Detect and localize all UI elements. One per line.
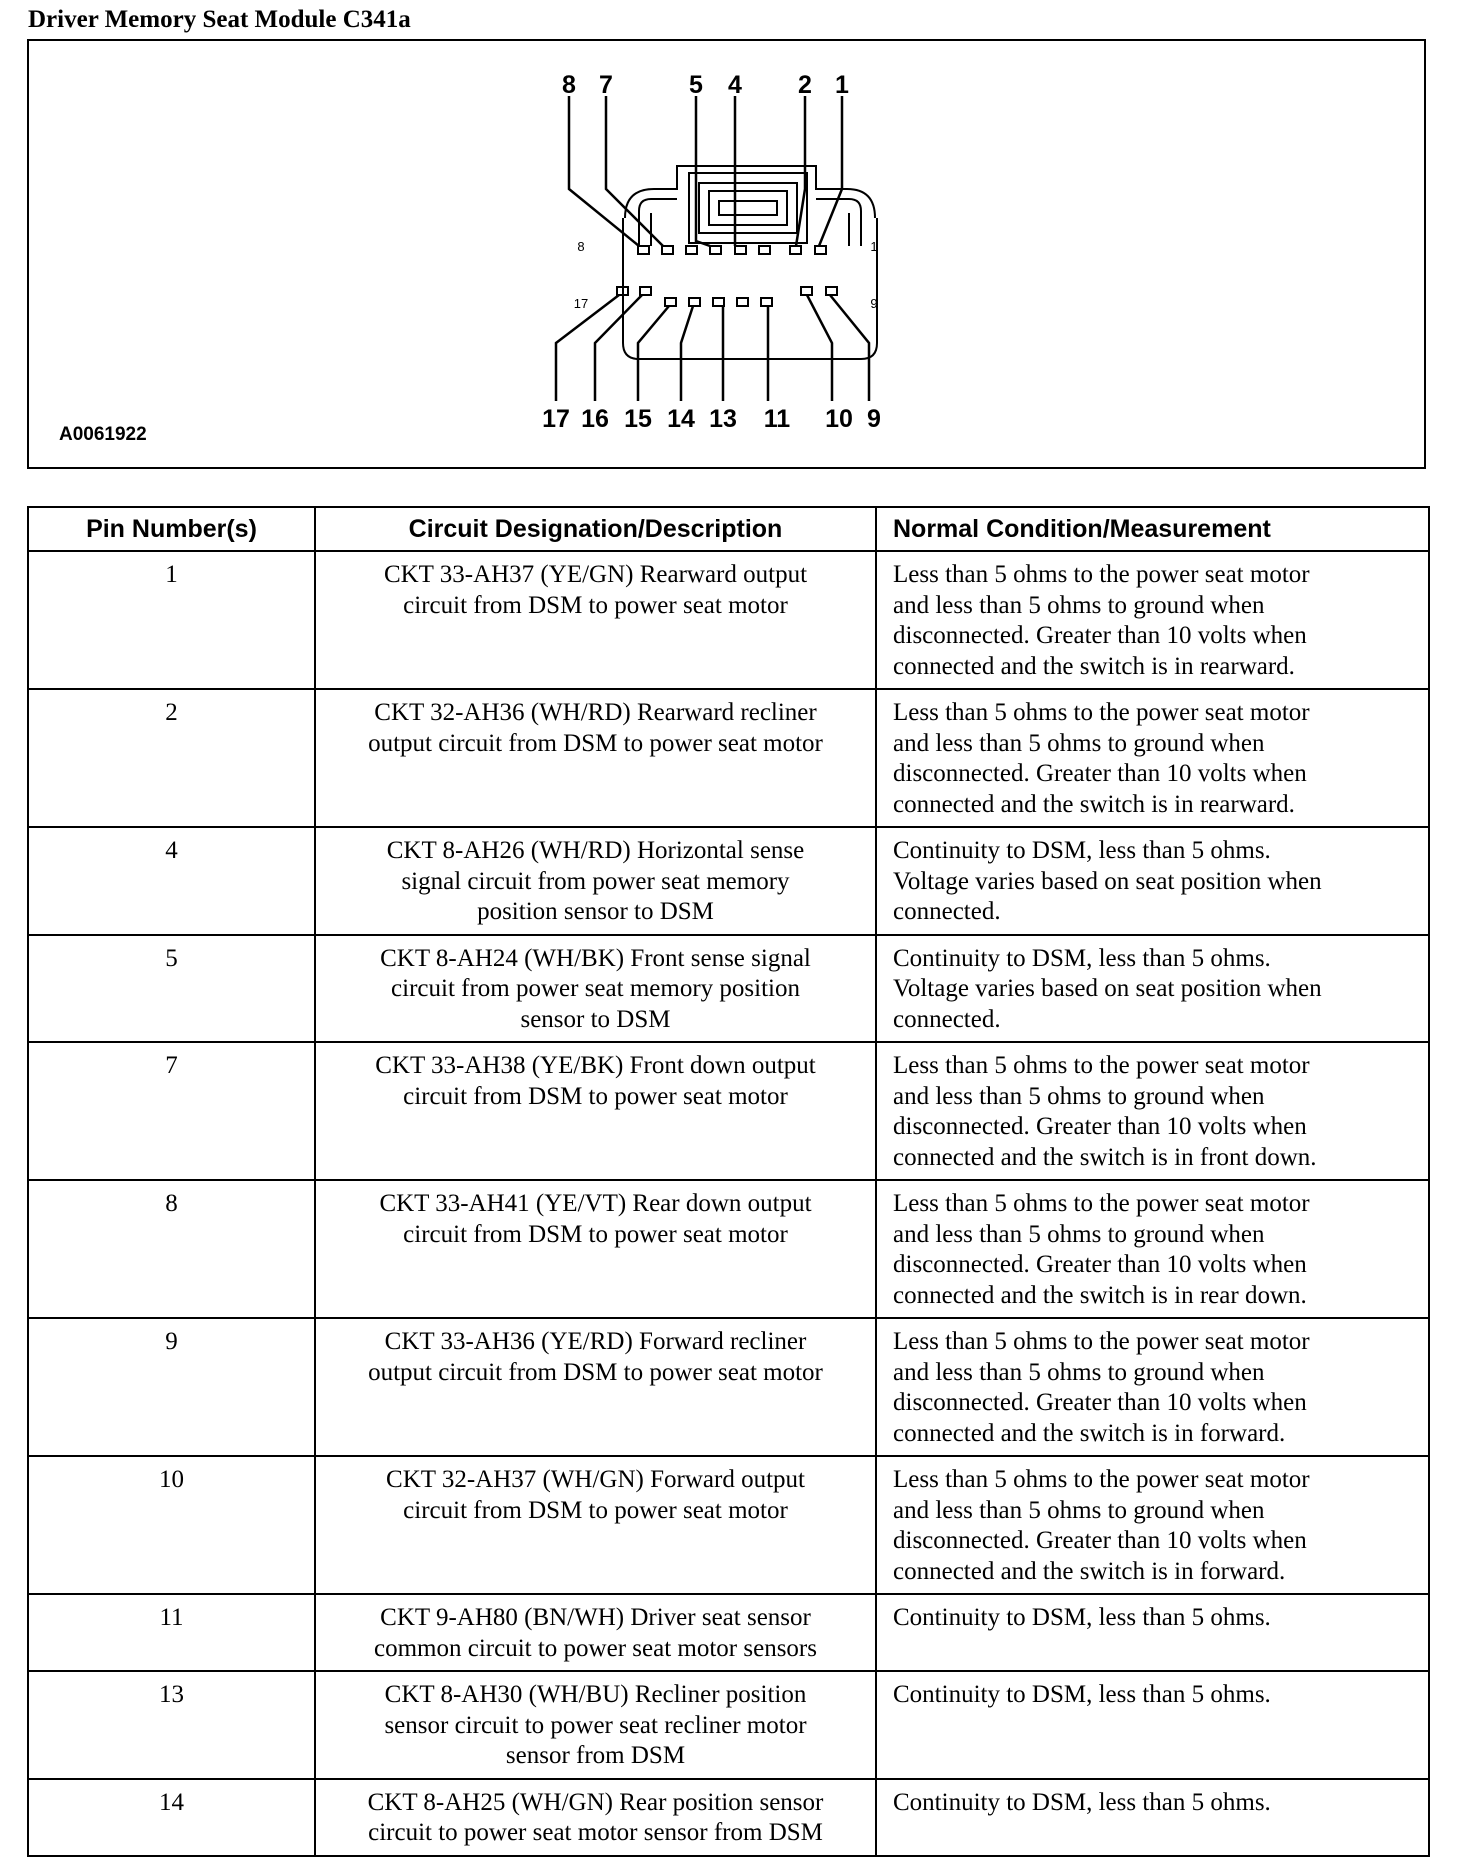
pin-label-top: 8 (562, 71, 576, 99)
measurement-line: connected and the switch is in rear down. (893, 1281, 1307, 1309)
circuit-cell (315, 1594, 876, 1671)
circuit-line: output circuit from DSM to power seat motor (368, 1358, 823, 1386)
circuit-line: CKT 32-AH37 (WH/GN) Forward output (386, 1466, 805, 1493)
table-row (28, 1594, 1429, 1671)
circuit-line: circuit from DSM to power seat motor (403, 591, 788, 619)
measurement-line: disconnected. Greater than 10 volts when (893, 1527, 1307, 1554)
column-header-circuit: Circuit Designation/Description (315, 507, 876, 551)
pin-number-cell: 2 (28, 689, 315, 827)
corner-pin-label: 8 (577, 239, 585, 254)
circuit-line: signal circuit from power seat memory (401, 867, 790, 895)
table-row (28, 1180, 1429, 1318)
pin-number-cell: 4 (28, 827, 315, 935)
connector-diagram (27, 39, 1426, 469)
measurement-line: Voltage varies based on seat position when (893, 975, 1322, 1002)
page-title: Driver Memory Seat Module C341a (28, 6, 411, 33)
circuit-cell (315, 1180, 876, 1318)
measurement-cell (876, 1779, 1429, 1856)
table-row (28, 1456, 1429, 1594)
pin-label-bottom: 14 (667, 405, 695, 433)
table-row (28, 1671, 1429, 1779)
measurement-cell (876, 1671, 1429, 1779)
measurement-line: and less than 5 ohms to ground when (893, 1082, 1265, 1110)
circuit-cell (315, 827, 876, 935)
table-row (28, 827, 1429, 935)
measurement-line: Less than 5 ohms to the power seat motor (893, 1190, 1310, 1217)
circuit-cell (315, 551, 876, 689)
pin-label-bottom: 11 (763, 405, 791, 433)
measurement-cell (876, 1594, 1429, 1671)
column-header-pin: Pin Number(s) (28, 507, 315, 551)
circuit-line: circuit from power seat memory position (391, 975, 800, 1002)
circuit-line: CKT 8-AH30 (WH/BU) Recliner position (384, 1681, 807, 1708)
measurement-line: and less than 5 ohms to ground when (893, 591, 1265, 619)
pin-label-bottom: 16 (581, 405, 609, 433)
circuit-line: CKT 33-AH36 (YE/RD) Forward recliner (384, 1328, 807, 1355)
measurement-line: Continuity to DSM, less than 5 ohms. (893, 1788, 1271, 1816)
measurement-cell (876, 1042, 1429, 1180)
pin-number-cell: 13 (28, 1671, 315, 1779)
figure-id: A0061922 (59, 424, 147, 445)
circuit-line: position sensor to DSM (477, 898, 714, 925)
table-row (28, 1779, 1429, 1856)
pin-number-cell: 7 (28, 1042, 315, 1180)
measurement-cell (876, 1180, 1429, 1318)
circuit-line: sensor circuit to power seat recliner motor (384, 1711, 807, 1739)
measurement-line: Voltage varies based on seat position when (893, 867, 1322, 895)
circuit-line: sensor to DSM (520, 1005, 671, 1033)
table-row (28, 689, 1429, 827)
table-header-row (28, 507, 1429, 551)
pin-number-cell: 5 (28, 935, 315, 1043)
table-row (28, 1042, 1429, 1180)
circuit-line: circuit from DSM to power seat motor (403, 1082, 788, 1110)
circuit-line: CKT 8-AH24 (WH/BK) Front sense signal (380, 944, 811, 972)
measurement-line: connected and the switch is in forward. (893, 1419, 1286, 1447)
circuit-line: CKT 33-AH41 (YE/VT) Rear down output (379, 1190, 812, 1217)
measurement-line: Less than 5 ohms to the power seat motor (893, 1466, 1310, 1493)
table-body (28, 551, 1429, 1856)
measurement-line: connected. (893, 898, 1001, 925)
measurement-cell (876, 827, 1429, 935)
measurement-line: Continuity to DSM, less than 5 ohms. (893, 1604, 1271, 1631)
pin-label-top: 2 (798, 71, 812, 99)
corner-pin-label: 9 (870, 296, 878, 311)
pin-label-bottom: 10 (825, 405, 853, 433)
measurement-line: Continuity to DSM, less than 5 ohms. (893, 1681, 1271, 1708)
circuit-cell (315, 1779, 876, 1856)
circuit-cell (315, 689, 876, 827)
pin-number-cell: 8 (28, 1180, 315, 1318)
circuit-cell (315, 1671, 876, 1779)
pin-label-bottom: 9 (867, 405, 881, 433)
column-header-measurement: Normal Condition/Measurement (876, 507, 1429, 551)
measurement-line: and less than 5 ohms to ground when (893, 729, 1265, 757)
measurement-line: Less than 5 ohms to the power seat motor (893, 1052, 1310, 1079)
circuit-line: circuit to power seat motor sensor from DSM (368, 1819, 823, 1846)
circuit-line: CKT 33-AH38 (YE/BK) Front down output (375, 1052, 816, 1079)
circuit-line: CKT 32-AH36 (WH/RD) Rearward recliner (374, 699, 817, 726)
measurement-line: Less than 5 ohms to the power seat motor (893, 699, 1310, 726)
measurement-line: Less than 5 ohms to the power seat motor (893, 1328, 1310, 1355)
measurement-line: disconnected. Greater than 10 volts when (893, 1251, 1307, 1278)
measurement-line: and less than 5 ohms to ground when (893, 1220, 1265, 1248)
leader-lines (556, 96, 869, 401)
measurement-cell (876, 935, 1429, 1043)
circuit-line: circuit from DSM to power seat motor (403, 1220, 788, 1248)
pin-number-cell: 14 (28, 1779, 315, 1856)
circuit-line: output circuit from DSM to power seat motor (368, 729, 823, 757)
corner-pin-label: 1 (870, 239, 878, 254)
pin-label-top: 1 (835, 71, 849, 99)
circuit-line: CKT 8-AH26 (WH/RD) Horizontal sense (386, 837, 805, 864)
circuit-cell (315, 1318, 876, 1456)
pin-label-top: 5 (689, 71, 703, 99)
pin-label-top: 7 (599, 71, 613, 99)
circuit-line: sensor from DSM (505, 1742, 686, 1769)
measurement-line: connected and the switch is in rearward. (893, 652, 1295, 680)
pin-number-cell: 11 (28, 1594, 315, 1671)
measurement-line: disconnected. Greater than 10 volts when (893, 1389, 1307, 1416)
measurement-line: Continuity to DSM, less than 5 ohms. (893, 837, 1271, 864)
measurement-cell (876, 551, 1429, 689)
circuit-line: CKT 9-AH80 (BN/WH) Driver seat sensor (380, 1604, 811, 1631)
circuit-line: CKT 8-AH25 (WH/GN) Rear position sensor (367, 1788, 824, 1816)
measurement-line: and less than 5 ohms to ground when (893, 1496, 1265, 1524)
circuit-line: circuit from DSM to power seat motor (403, 1496, 788, 1524)
pin-label-bottom: 13 (709, 405, 737, 433)
measurement-line: Less than 5 ohms to the power seat motor (893, 561, 1310, 588)
measurement-line: connected and the switch is in front down. (893, 1143, 1317, 1171)
measurement-cell (876, 689, 1429, 827)
pin-label-bottom: 17 (542, 405, 570, 433)
circuit-line: CKT 33-AH37 (YE/GN) Rearward output (383, 561, 808, 588)
pin-label-top: 4 (728, 71, 742, 99)
measurement-line: disconnected. Greater than 10 volts when (893, 760, 1307, 787)
circuit-cell (315, 1456, 876, 1594)
pin-label-bottom: 15 (624, 405, 652, 433)
circuit-cell (315, 1042, 876, 1180)
circuit-line: common circuit to power seat motor sensors (374, 1634, 817, 1662)
corner-pin-label: 17 (573, 296, 589, 311)
pin-number-cell: 10 (28, 1456, 315, 1594)
measurement-cell (876, 1318, 1429, 1456)
pin-number-cell: 9 (28, 1318, 315, 1456)
table-row (28, 551, 1429, 689)
table-row (28, 935, 1429, 1043)
measurement-line: disconnected. Greater than 10 volts when (893, 1113, 1307, 1140)
measurement-line: Continuity to DSM, less than 5 ohms. (893, 944, 1271, 972)
circuit-cell (315, 935, 876, 1043)
table-row (28, 1318, 1429, 1456)
connector-face-drawing (29, 41, 1428, 471)
pin-table (27, 506, 1430, 1857)
measurement-line: connected and the switch is in rearward. (893, 790, 1295, 818)
pin-number-cell: 1 (28, 551, 315, 689)
measurement-line: and less than 5 ohms to ground when (893, 1358, 1265, 1386)
measurement-cell (876, 1456, 1429, 1594)
measurement-line: disconnected. Greater than 10 volts when (893, 622, 1307, 649)
measurement-line: connected and the switch is in forward. (893, 1557, 1286, 1585)
measurement-line: connected. (893, 1005, 1001, 1033)
